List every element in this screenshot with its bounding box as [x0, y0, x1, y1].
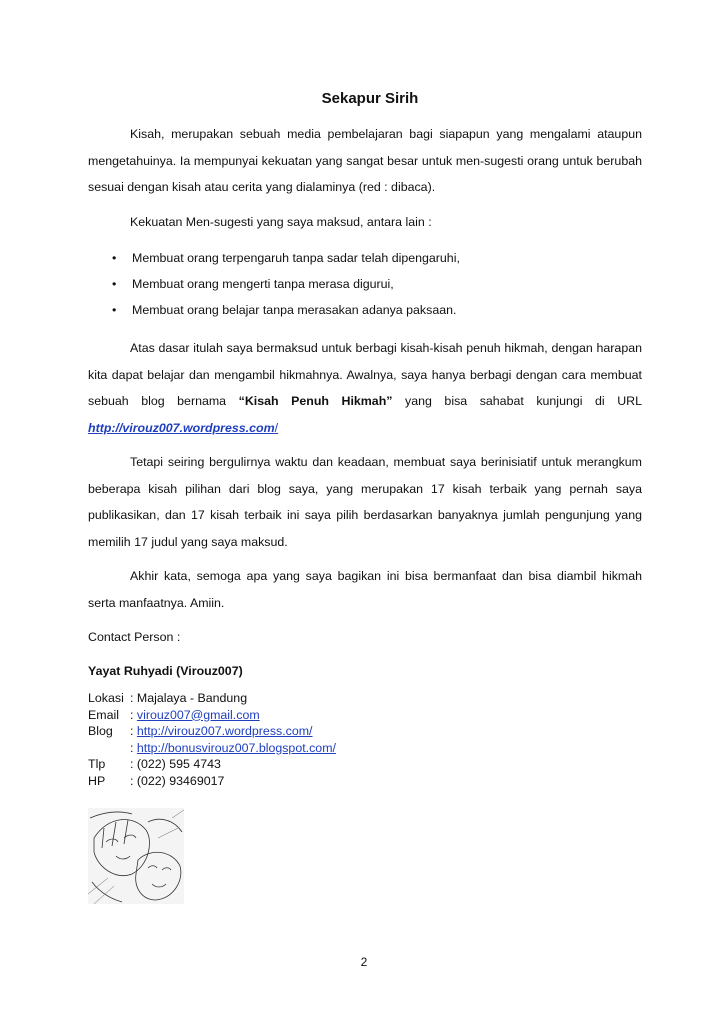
- list-item: • Membuat orang terpengaruh tanpa sadar telah dipengaruhi,: [88, 245, 642, 271]
- bullet-list: [88, 245, 642, 323]
- table-row: Email : virouz007@gmail.com: [88, 707, 260, 722]
- list-item: • Membuat orang mengerti tanpa merasa digurui,: [88, 271, 642, 297]
- contact-label: Contact Person :: [88, 630, 181, 644]
- contact-info-table: [88, 690, 336, 789]
- blog-link-2[interactable]: http://bonusvirouz007.blogspot.com/: [136, 740, 336, 755]
- bullet-icon: •: [112, 251, 117, 265]
- author-photo: [88, 808, 184, 904]
- table-row: Lokasi : Majalaya - Bandung: [88, 691, 248, 705]
- page-number: 2: [360, 955, 368, 969]
- list-item: • Membuat orang belajar tanpa merasakan adanya paksaan.: [88, 297, 642, 323]
- table-row: HP : (022) 93469017: [88, 773, 225, 788]
- paragraph-5: Akhir kata, semoga apa yang saya bagikan ini bisa bermanfaat dan bisa diambil hikmah serta manfaatnya. Amiin.: [88, 569, 642, 610]
- blog-url-link-tail[interactable]: /: [274, 420, 279, 435]
- table-row: Blog : http://virouz007.wordpress.com/: [88, 724, 313, 738]
- page-title: Sekapur Sirih: [321, 90, 419, 107]
- table-row: : http://bonusvirouz007.blogspot.com/: [130, 740, 336, 755]
- paragraph-3: Atas dasar itulah saya bermaksud untuk berbagi kisah-kisah penuh hikmah, dengan harapan kita dapat belajar dan mengambil hikmahnya. Awalnya, saya hanya berbagi dengan cara membuat sebuah blog bernama “Kisah Penuh Hikmah” yang bisa sahabat kunjungi di URL http://virouz007.wordpress.com/: [88, 341, 643, 435]
- blog-name: “Kisah Penuh Hikmah”: [238, 394, 393, 408]
- sketch-photo-image: [88, 808, 184, 904]
- bullet-icon: •: [112, 277, 117, 291]
- paragraph-2: Kekuatan Men-sugesti yang saya maksud, antara lain :: [130, 214, 432, 229]
- blog-url-link[interactable]: http://virouz007.wordpress.com: [88, 420, 275, 435]
- person-name: Yayat Ruhyadi (Virouz007): [88, 664, 243, 678]
- bullet-icon: •: [112, 303, 117, 317]
- table-row: Tlp : (022) 595 4743: [88, 757, 221, 771]
- blog-link-1[interactable]: http://virouz007.wordpress.com/: [136, 724, 313, 738]
- paragraph-1: Kisah, merupakan sebuah media pembelajaran bagi siapapun yang mengalami ataupun mengetahuinya. Ia mempunyai kekuatan yang sangat besar untuk men-sugesti orang untuk berubah sesuai dengan kisah atau cerita yang dialaminya (red : dibaca).: [88, 127, 642, 194]
- email-link[interactable]: virouz007@gmail.com: [136, 707, 260, 722]
- paragraph-4: Tetapi seiring bergulirnya waktu dan keadaan, membuat saya berinisiatif untuk merangkum beberapa kisah pilihan dari blog saya, yang merupakan 17 kisah terbaik yang pernah saya publikasikan, dan 17 kisah terbaik ini saya pilih berdasarkan banyaknya jumlah pengunjung yang memilih 17 judul yang saya maksud.: [88, 455, 642, 549]
- page-content: [88, 90, 642, 789]
